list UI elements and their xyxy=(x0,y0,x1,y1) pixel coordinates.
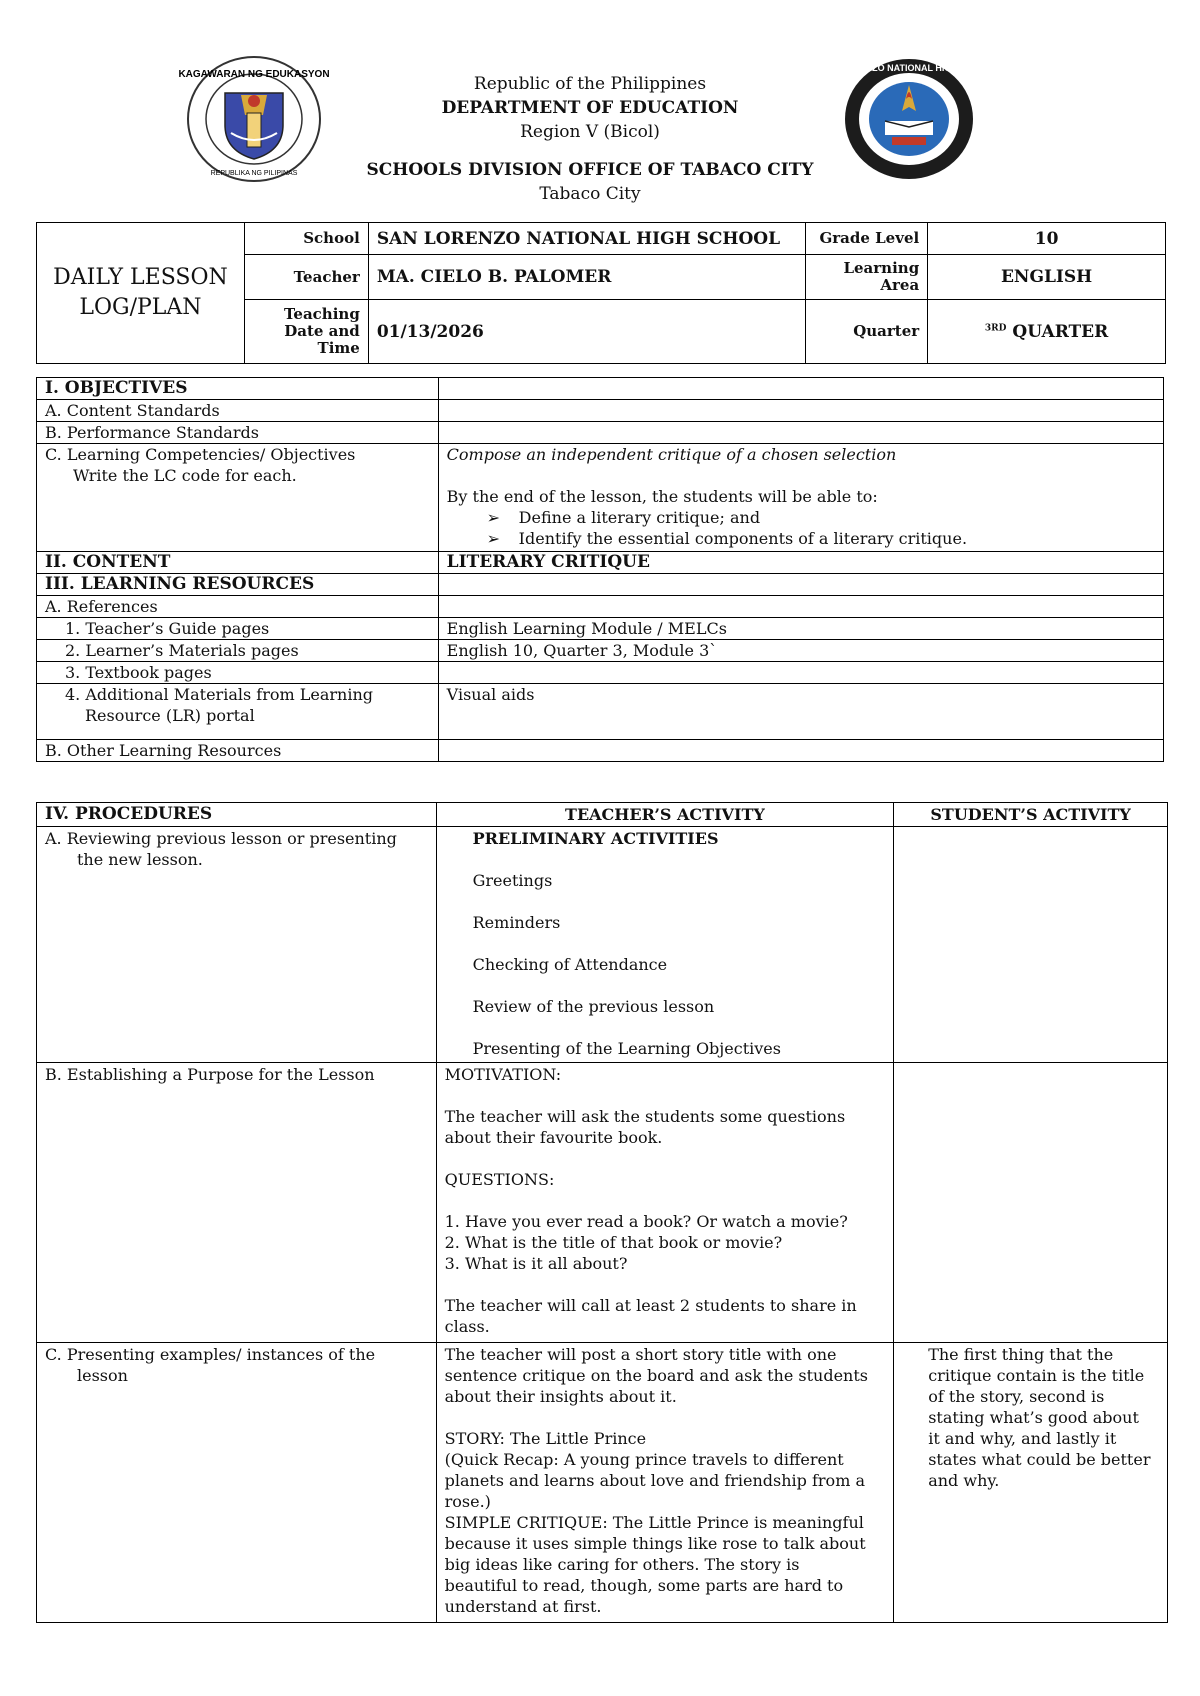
area-value: ENGLISH xyxy=(928,255,1166,300)
region-line: Region V (Bicol) xyxy=(520,122,660,142)
deped-seal-icon xyxy=(178,55,330,183)
procedure-c-teacher: The teacher will post a short story title with one sentence critique on the board and ask the students about their insights about it. STORY: The Little Prince (Quick Recap: A young prince travels to different planets and learns about love and friendship from a rose.) SIMPLE CRITIQUE: The Little Prince is meaningful because it uses simple things like rose to talk about big ideas like caring for others. The story is beautiful to read, though, some parts are hard to understand at first. xyxy=(436,1343,894,1623)
procedure-a-student xyxy=(894,827,1168,1063)
teachers-guide-label: 1. Teacher’s Guide pages xyxy=(37,618,439,640)
other-resources-label: B. Other Learning Resources xyxy=(37,740,439,762)
date-value: 01/13/2026 xyxy=(368,300,805,364)
lesson-info-table xyxy=(36,222,1166,364)
procedure-a-teacher: PRELIMINARY ACTIVITIES Greetings Reminders Checking of Attendance Review of the previous lesson Presenting of the Learning Objectives xyxy=(436,827,894,1063)
teacher-label: Teacher xyxy=(244,255,368,300)
grade-value: 10 xyxy=(928,223,1166,255)
performance-standards-label: B. Performance Standards xyxy=(37,422,439,444)
grade-label: Grade Level xyxy=(806,223,928,255)
school-value: SAN LORENZO NATIONAL HIGH SCHOOL xyxy=(368,223,805,255)
resources-heading: III. LEARNING RESOURCES xyxy=(37,574,439,596)
competencies-value: Compose an independent critique of a chosen selection By the end of the lesson, the students will be able to: ➢ Define a literary critique; and ➢ Identify the essential components of a literary critique. xyxy=(438,444,1163,552)
teacher-activity-heading: TEACHER’S ACTIVITY xyxy=(436,803,894,827)
quarter-label: Quarter xyxy=(806,300,928,364)
city-line: Tabaco City xyxy=(539,184,641,204)
division-line: SCHOOLS DIVISION OFFICE OF TABACO CITY xyxy=(366,160,814,180)
procedures-heading: IV. PROCEDURES xyxy=(37,803,437,827)
date-label: Teaching Date and Time xyxy=(244,300,368,364)
teachers-guide-value: English Learning Module / MELCs xyxy=(438,618,1163,640)
additional-materials-label: 4. Additional Materials from Learning Resource (LR) portal xyxy=(37,684,439,740)
seal-right-text: SAN LORENZO NATIONAL HIGH SCHOOL xyxy=(819,63,999,73)
school-label: School xyxy=(244,223,368,255)
teacher-value: MA. CIELO B. PALOMER xyxy=(368,255,805,300)
textbook-pages-label: 3. Textbook pages xyxy=(37,662,439,684)
learners-materials-value: English 10, Quarter 3, Module 3` xyxy=(438,640,1163,662)
seal-left-bottom-text: REPUBLIKA NG PILIPINAS xyxy=(210,170,298,177)
dll-title: DAILY LESSON LOG/PLAN xyxy=(37,223,245,364)
learners-materials-label: 2. Learner’s Materials pages xyxy=(37,640,439,662)
school-seal-icon xyxy=(819,55,999,183)
procedure-c-student: The first thing that the critique contain is the title of the story, second is stating what’s good about it and why, and lastly it states what could be better and why. xyxy=(894,1343,1168,1623)
department-line: DEPARTMENT OF EDUCATION xyxy=(441,98,739,118)
student-activity-heading: STUDENT’S ACTIVITY xyxy=(894,803,1168,827)
area-label: Learning Area xyxy=(806,255,928,300)
content-standards-label: A. Content Standards xyxy=(37,400,439,422)
procedure-a-label: A. Reviewing previous lesson or presenting the new lesson. xyxy=(37,827,437,1063)
additional-materials-value: Visual aids xyxy=(438,684,1163,740)
republic-line: Republic of the Philippines xyxy=(473,74,707,94)
document-header xyxy=(330,72,850,206)
objectives-heading: I. OBJECTIVES xyxy=(37,378,439,400)
content-heading: II. CONTENT xyxy=(37,552,439,574)
procedure-c-label: C. Presenting examples/ instances of the lesson xyxy=(37,1343,437,1623)
procedure-b-label: B. Establishing a Purpose for the Lesson xyxy=(37,1063,437,1343)
procedures-table xyxy=(36,802,1168,1623)
quarter-value: $^{3RD}$ QUARTER xyxy=(928,300,1166,364)
seal-left-text: KAGAWARAN NG EDUKASYON xyxy=(178,69,330,80)
references-label: A. References xyxy=(37,596,439,618)
content-value: LITERARY CRITIQUE xyxy=(438,552,1163,574)
objectives-table xyxy=(36,377,1164,762)
procedure-b-student xyxy=(894,1063,1168,1343)
procedure-b-teacher: MOTIVATION: The teacher will ask the students some questions about their favourite book. QUESTIONS: 1. Have you ever read a book? Or watch a movie? 2. What is the title of that book or movie? 3. What is it all about? The teacher will call at least 2 students to share in class. xyxy=(436,1063,894,1343)
competencies-label: C. Learning Competencies/ Objectives Write the LC code for each. xyxy=(37,444,439,552)
